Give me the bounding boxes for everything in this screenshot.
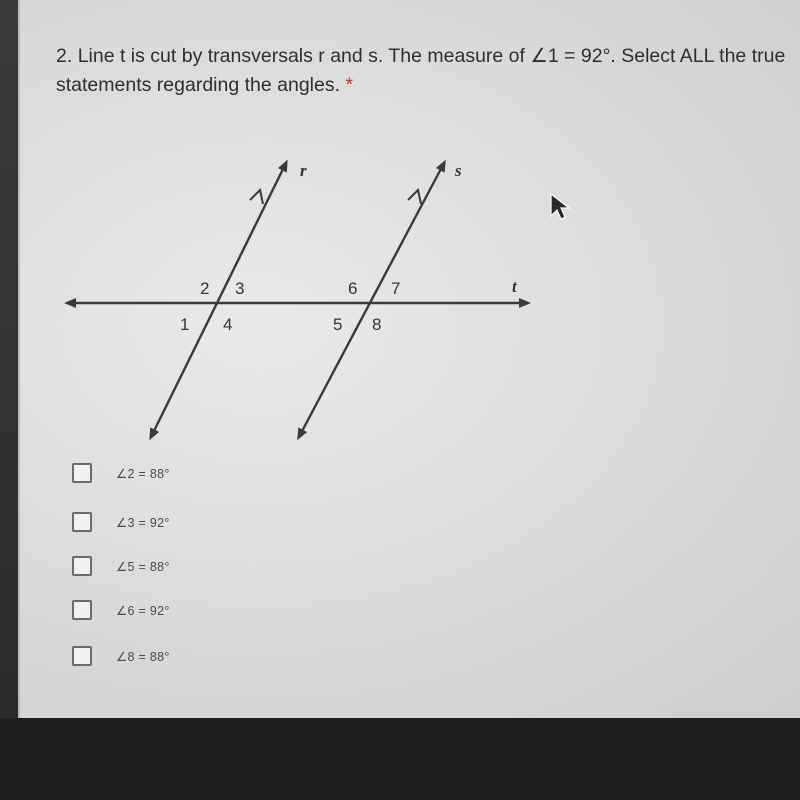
option-angle-8[interactable] (72, 644, 170, 668)
option-angle-3[interactable] (72, 510, 170, 534)
option-angle-5[interactable] (72, 554, 170, 578)
angle-label-3: 3 (235, 279, 245, 298)
option-label: ∠5 = 88° (116, 559, 170, 574)
option-angle-2[interactable] (72, 461, 170, 485)
line-r (152, 165, 285, 435)
checkbox[interactable] (72, 463, 92, 483)
angle-diagram (60, 150, 540, 450)
angle-label-7: 7 (391, 279, 401, 298)
required-asterisk: * (345, 74, 354, 96)
line-s (300, 165, 443, 435)
screen-bezel-bottom (0, 718, 800, 800)
question-number: 2. (56, 45, 73, 67)
checkbox[interactable] (72, 556, 92, 576)
label-s: s (455, 161, 462, 180)
angle-label-1: 1 (180, 315, 190, 334)
question-body: Line t is cut by transversals r and s. The measure of ∠1 = 92°. Select ALL the true statements regarding the angles. (56, 45, 786, 96)
checkbox[interactable] (72, 600, 92, 620)
checkbox[interactable] (72, 646, 92, 666)
label-r: r (300, 161, 307, 180)
question-text (56, 42, 800, 100)
parallel-mark-r (250, 190, 263, 204)
angle-label-6: 6 (348, 279, 358, 298)
option-angle-6[interactable] (72, 598, 170, 622)
mouse-cursor-icon (548, 192, 572, 222)
option-label: ∠6 = 92° (116, 603, 170, 618)
checkbox[interactable] (72, 512, 92, 532)
angle-label-5: 5 (333, 315, 343, 334)
angle-label-4: 4 (223, 315, 233, 334)
option-label: ∠8 = 88° (116, 649, 170, 664)
parallel-mark-s (408, 190, 421, 204)
option-label: ∠2 = 88° (116, 466, 170, 481)
angle-label-2: 2 (200, 279, 210, 298)
angle-label-8: 8 (372, 315, 382, 334)
label-t: t (512, 277, 517, 296)
option-label: ∠3 = 92° (116, 515, 170, 530)
